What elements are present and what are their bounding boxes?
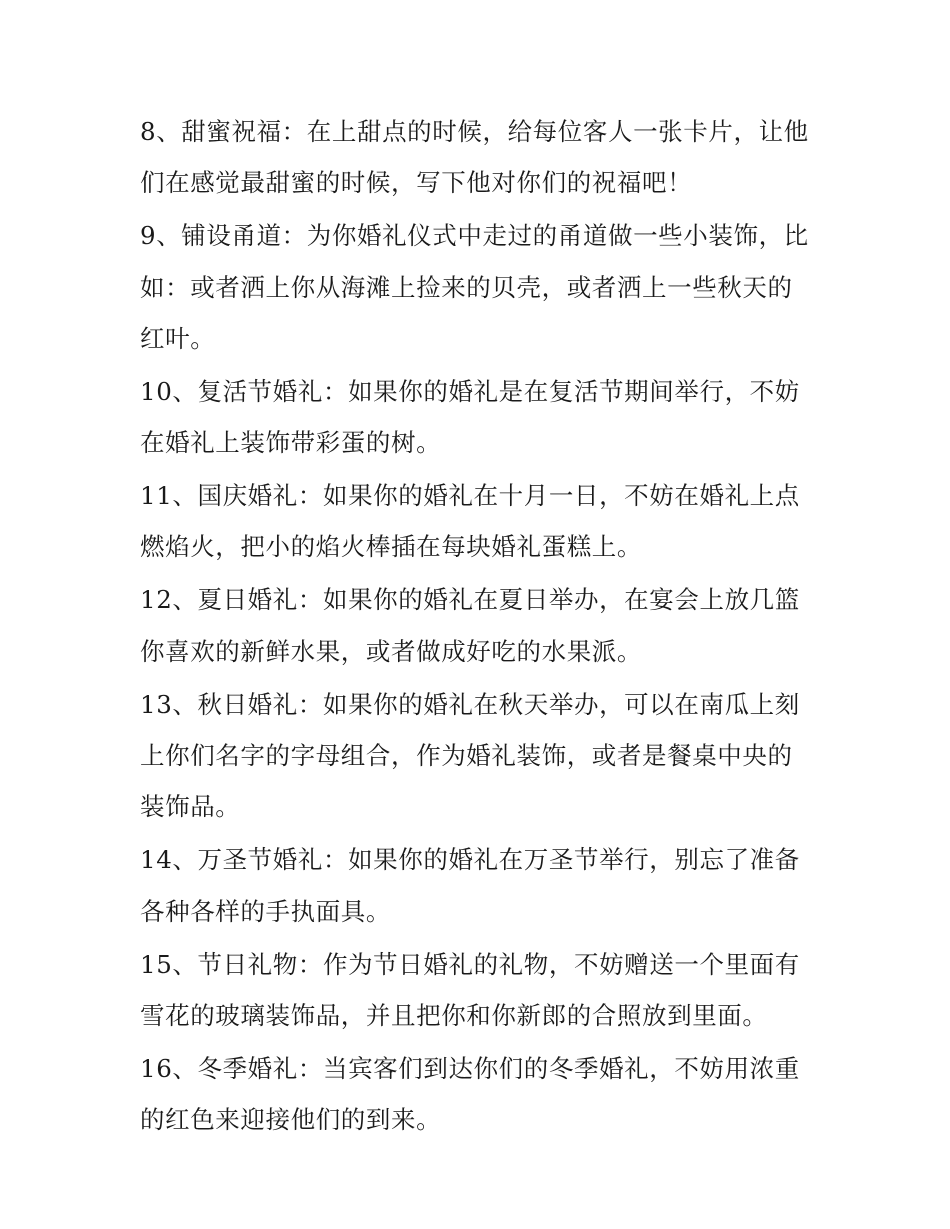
paragraph-item-14: 14、万圣节婚礼：如果你的婚礼在万圣节举行，别忘了准备各种各样的手执面具。 bbox=[140, 845, 800, 926]
paragraph-item-10: 10、复活节婚礼：如果你的婚礼是在复活节期间举行，不妨在婚礼上装饰带彩蛋的树。 bbox=[140, 376, 800, 458]
paragraph-item-8: 8、甜蜜祝福：在上甜点的时候，给每位客人一张卡片，让他们在感觉最甜蜜的时候，写下他对你们的祝福吧！ bbox=[140, 117, 809, 198]
paragraph-item-9: 9、铺设甬道：为你婚礼仪式中走过的甬道做一些小装饰，比如：或者洒上你从海滩上捡来的贝壳，或者洒上一些秋天的红叶。 bbox=[140, 221, 809, 353]
paragraph-item-12: 12、夏日婚礼：如果你的婚礼在夏日举办，在宴会上放几篮你喜欢的新鲜水果，或者做成好吃的水果派。 bbox=[140, 585, 800, 666]
document-body bbox=[140, 106, 812, 1147]
paragraph-item-16: 16、冬季婚礼：当宾客们到达你们的冬季婚礼，不妨用浓重的红色来迎接他们的到来。 bbox=[140, 1053, 800, 1135]
paragraph-item-13: 13、秋日婚礼：如果你的婚礼在秋天举办，可以在南瓜上刻上你们名字的字母组合，作为婚礼装饰，或者是餐桌中央的装饰品。 bbox=[140, 689, 800, 822]
paragraph-item-15: 15、节日礼物：作为节日婚礼的礼物，不妨赠送一个里面有雪花的玻璃装饰品，并且把你和你新郎的合照放到里面。 bbox=[140, 949, 800, 1030]
paragraph-item-11: 11、国庆婚礼：如果你的婚礼在十月一日，不妨在婚礼上点燃焰火，把小的焰火棒插在每块婚礼蛋糕上。 bbox=[140, 481, 800, 562]
